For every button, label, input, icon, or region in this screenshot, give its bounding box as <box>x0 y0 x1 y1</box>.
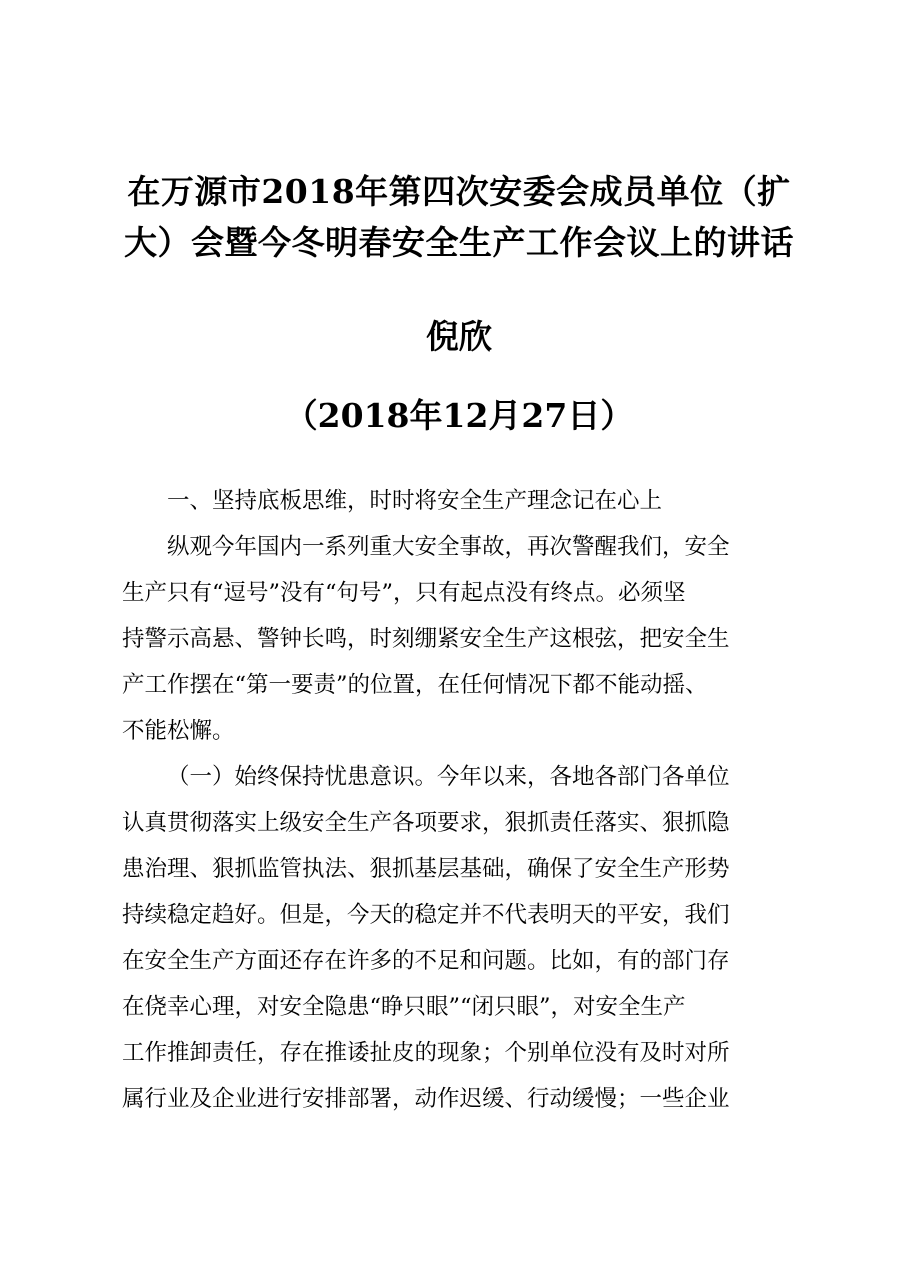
text-line: 不能松懈。 <box>122 718 235 744</box>
text-line: 认真贯彻落实上级安全生产各项要求，狠抓责任落实、狠抓隐 <box>122 810 730 836</box>
text-line: 生产只有“逗号”没有“句号”，只有起点没有终点。必须坚 <box>122 580 686 606</box>
text-line: 属行业及企业进行安排部署，动作迟缓、行动缓慢；一些企业 <box>122 1086 730 1112</box>
text-line: 患治理、狠抓监管执法、狠抓基层基础，确保了安全生产形势 <box>122 856 730 882</box>
text-line: 一、坚持底板思维，时时将安全生产理念记在心上 <box>167 488 663 514</box>
title-line-1: 在万源市2018年第四次安委会成员单位（扩 <box>127 172 791 211</box>
text-line: 持续稳定趋好。但是，今天的稳定并不代表明天的平安，我们 <box>122 902 730 928</box>
text-line: 产工作摆在“第一要责”的位置，在任何情况下都不能动摇、 <box>122 672 708 698</box>
text-line: 工作推卸责任，存在推诿扯皮的现象；个别单位没有及时对所 <box>122 1040 730 1066</box>
text-line: 在安全生产方面还存在许多的不足和问题。比如，有的部门存 <box>122 948 730 974</box>
speech-date: （2018年12月27日） <box>284 396 634 435</box>
text-line: 持警示高悬、警钟长鸣，时刻绷紧安全生产这根弦，把安全生 <box>122 626 730 652</box>
text-line: 在侥幸心理，对安全隐患“睁只眼”“闭只眼”，对安全生产 <box>122 994 686 1020</box>
document-title <box>122 166 796 268</box>
text-line: 纵观今年国内一系列重大安全事故，再次警醒我们，安全 <box>167 534 730 560</box>
author-name: 倪欣 <box>426 317 492 356</box>
title-line-2: 大）会暨今冬明春安全生产工作会议上的讲话 <box>124 223 794 262</box>
text-line: （一）始终保持忧患意识。今年以来，各地各部门各单位 <box>167 764 730 790</box>
document-body <box>122 478 796 1122</box>
paragraph <box>122 524 796 754</box>
paragraph <box>122 754 796 1122</box>
paragraph-heading-1 <box>122 478 796 524</box>
